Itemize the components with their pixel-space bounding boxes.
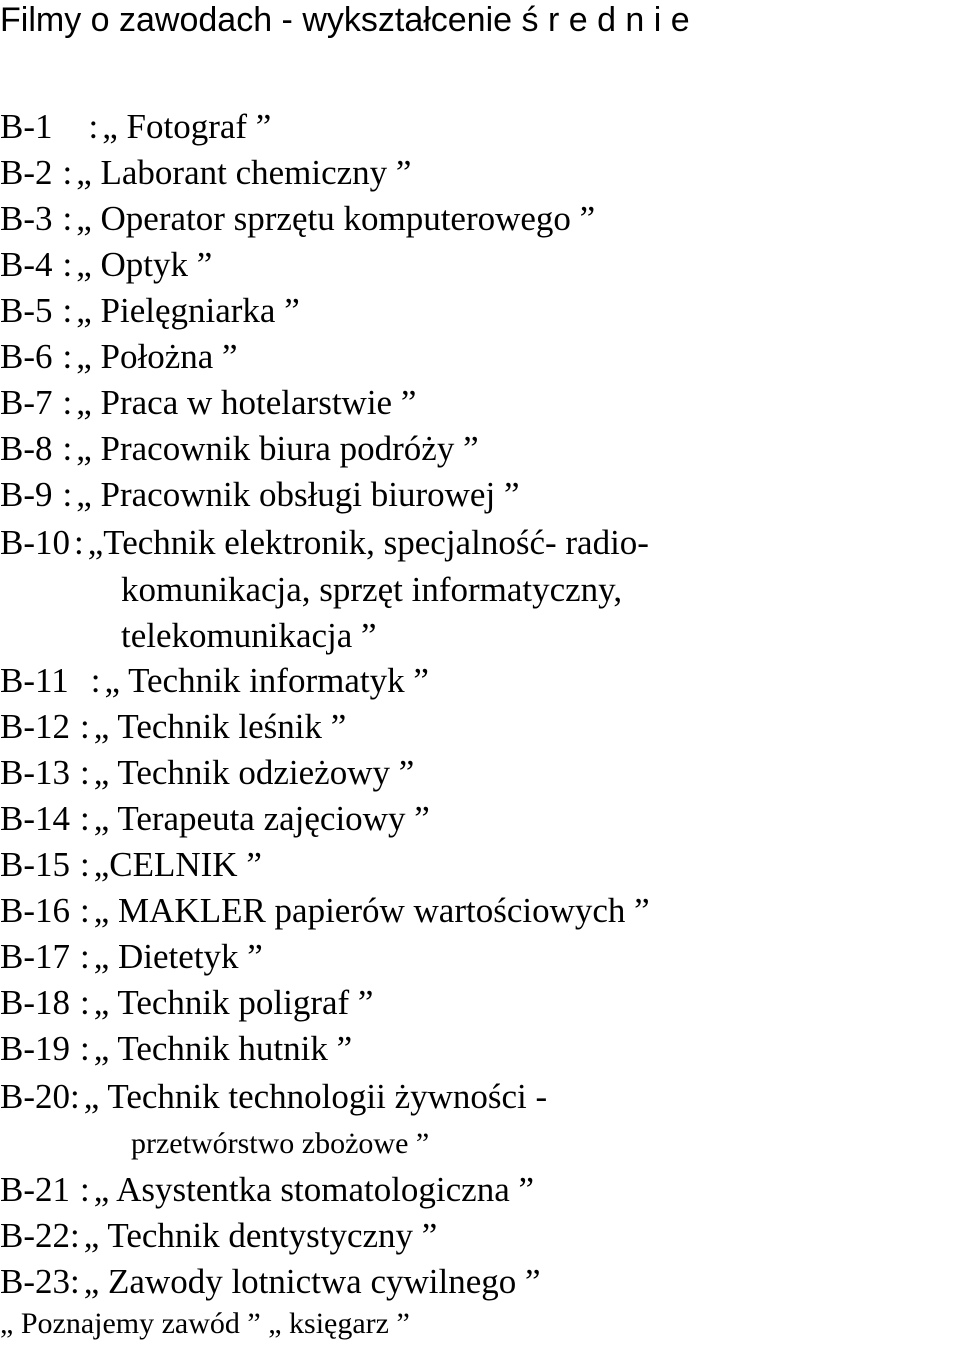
list-item (0, 983, 373, 1023)
item-code: B-16 (0, 891, 70, 930)
item-code: B-11 (0, 661, 69, 700)
list-item (0, 891, 650, 931)
item-separator: : (74, 523, 84, 562)
item-code: B-15 (0, 845, 70, 884)
list-item (0, 523, 649, 563)
item-code: B-20 (0, 1077, 70, 1116)
item-separator: : (80, 891, 90, 930)
item-code: B-21 (0, 1170, 70, 1209)
item-title: „ Dietetyk ” (93, 937, 263, 976)
item-code: B-4 (0, 245, 53, 284)
item-separator: : (62, 337, 73, 376)
item-title: „ Pielęgniarka ” (76, 291, 300, 330)
item-code: B-5 (0, 291, 53, 330)
item-separator: : (80, 983, 90, 1022)
list-item (0, 475, 519, 515)
item-code: B-8 (0, 429, 53, 468)
list-item (0, 1029, 352, 1069)
item-title: „ Optyk ” (76, 245, 213, 284)
item-separator: : (80, 1029, 90, 1068)
item-separator: : (80, 799, 90, 838)
list-item (0, 429, 479, 469)
item-title: „ Terapeuta zajęciowy ” (93, 799, 430, 838)
item-title: „ Położna ” (76, 337, 238, 376)
item-separator: : (80, 937, 90, 976)
item-code: B-10 (0, 523, 70, 562)
list-item-continuation: przetwórstwo zbożowe ” (131, 1127, 430, 1160)
list-item-continuation: komunikacja, sprzęt informatyczny, (121, 570, 623, 609)
list-item (0, 245, 212, 285)
item-title: „ Technik odzieżowy ” (93, 753, 415, 792)
item-title: „ Pracownik biura podróży ” (76, 429, 479, 468)
item-code: B-2 (0, 153, 53, 192)
list-item (0, 799, 430, 839)
item-title: „ Technik dentystyczny ” (83, 1216, 438, 1255)
list-item (0, 937, 263, 977)
item-separator: : (80, 1170, 90, 1209)
list-item (0, 199, 595, 239)
item-code: B-9 (0, 475, 53, 514)
item-title: „ Technik technologii żywności - (83, 1077, 548, 1116)
item-title: „ Asystentka stomatologiczna ” (93, 1170, 535, 1209)
list-item (0, 1170, 534, 1210)
item-code: B-3 (0, 199, 53, 238)
item-title: „ Pracownik obsługi biurowej ” (76, 475, 520, 514)
item-code: B-13 (0, 753, 70, 792)
item-separator: : (70, 1077, 80, 1116)
list-item (0, 153, 411, 193)
item-code: B-19 (0, 1029, 70, 1068)
list-item-continuation: telekomunikacja ” (121, 616, 377, 655)
item-separator: : (80, 753, 90, 792)
item-separator: : (62, 245, 73, 284)
list-item (0, 291, 300, 331)
list-item (0, 1216, 437, 1256)
item-separator: : (80, 845, 90, 884)
list-item (0, 707, 346, 747)
item-title: „ Laborant chemiczny ” (76, 153, 412, 192)
item-separator: : (90, 661, 101, 700)
item-title: „Technik elektronik, specjalność- radio- (87, 523, 649, 562)
item-title: „ Zawody lotnictwa cywilnego ” (83, 1262, 541, 1301)
item-separator: : (62, 153, 73, 192)
item-separator: : (70, 1216, 80, 1255)
page-title: Filmy o zawodach - wykształcenie ś r e d n i e (0, 1, 690, 39)
item-code: B-18 (0, 983, 70, 1022)
item-separator: : (62, 383, 73, 422)
item-code: B-6 (0, 337, 53, 376)
item-title: „ Technik hutnik ” (93, 1029, 353, 1068)
item-separator: : (80, 707, 90, 746)
item-separator: : (62, 199, 73, 238)
item-code: B-22 (0, 1216, 70, 1255)
item-code: B-1 (0, 107, 53, 146)
item-separator: : (62, 475, 73, 514)
item-title: „ Operator sprzętu komputerowego ” (76, 199, 596, 238)
list-item (0, 337, 238, 377)
item-code: B-12 (0, 707, 70, 746)
item-title: „CELNIK ” (93, 845, 262, 884)
item-title: „ Fotograf ” (102, 107, 272, 146)
item-title: „ Technik informatyk ” (104, 661, 429, 700)
list-item (0, 1262, 541, 1302)
item-title: „ Praca w hotelarstwie ” (76, 383, 417, 422)
item-separator: : (88, 107, 99, 146)
item-code: B-14 (0, 799, 70, 838)
list-item (0, 845, 262, 885)
item-code: B-17 (0, 937, 70, 976)
item-separator: : (70, 1262, 80, 1301)
item-code: B-23 (0, 1262, 70, 1301)
list-item (0, 107, 271, 147)
list-item (0, 1077, 547, 1117)
item-title: „ Technik poligraf ” (93, 983, 374, 1022)
footer-note: „ Poznajemy zawód ” „ księgarz ” (0, 1307, 410, 1340)
list-item (0, 383, 416, 423)
list-item (0, 753, 414, 793)
list-item (0, 661, 429, 701)
item-separator: : (62, 291, 73, 330)
item-code: B-7 (0, 383, 53, 422)
item-title: „ Technik leśnik ” (93, 707, 347, 746)
item-separator: : (62, 429, 73, 468)
item-title: „ MAKLER papierów wartościowych ” (93, 891, 650, 930)
